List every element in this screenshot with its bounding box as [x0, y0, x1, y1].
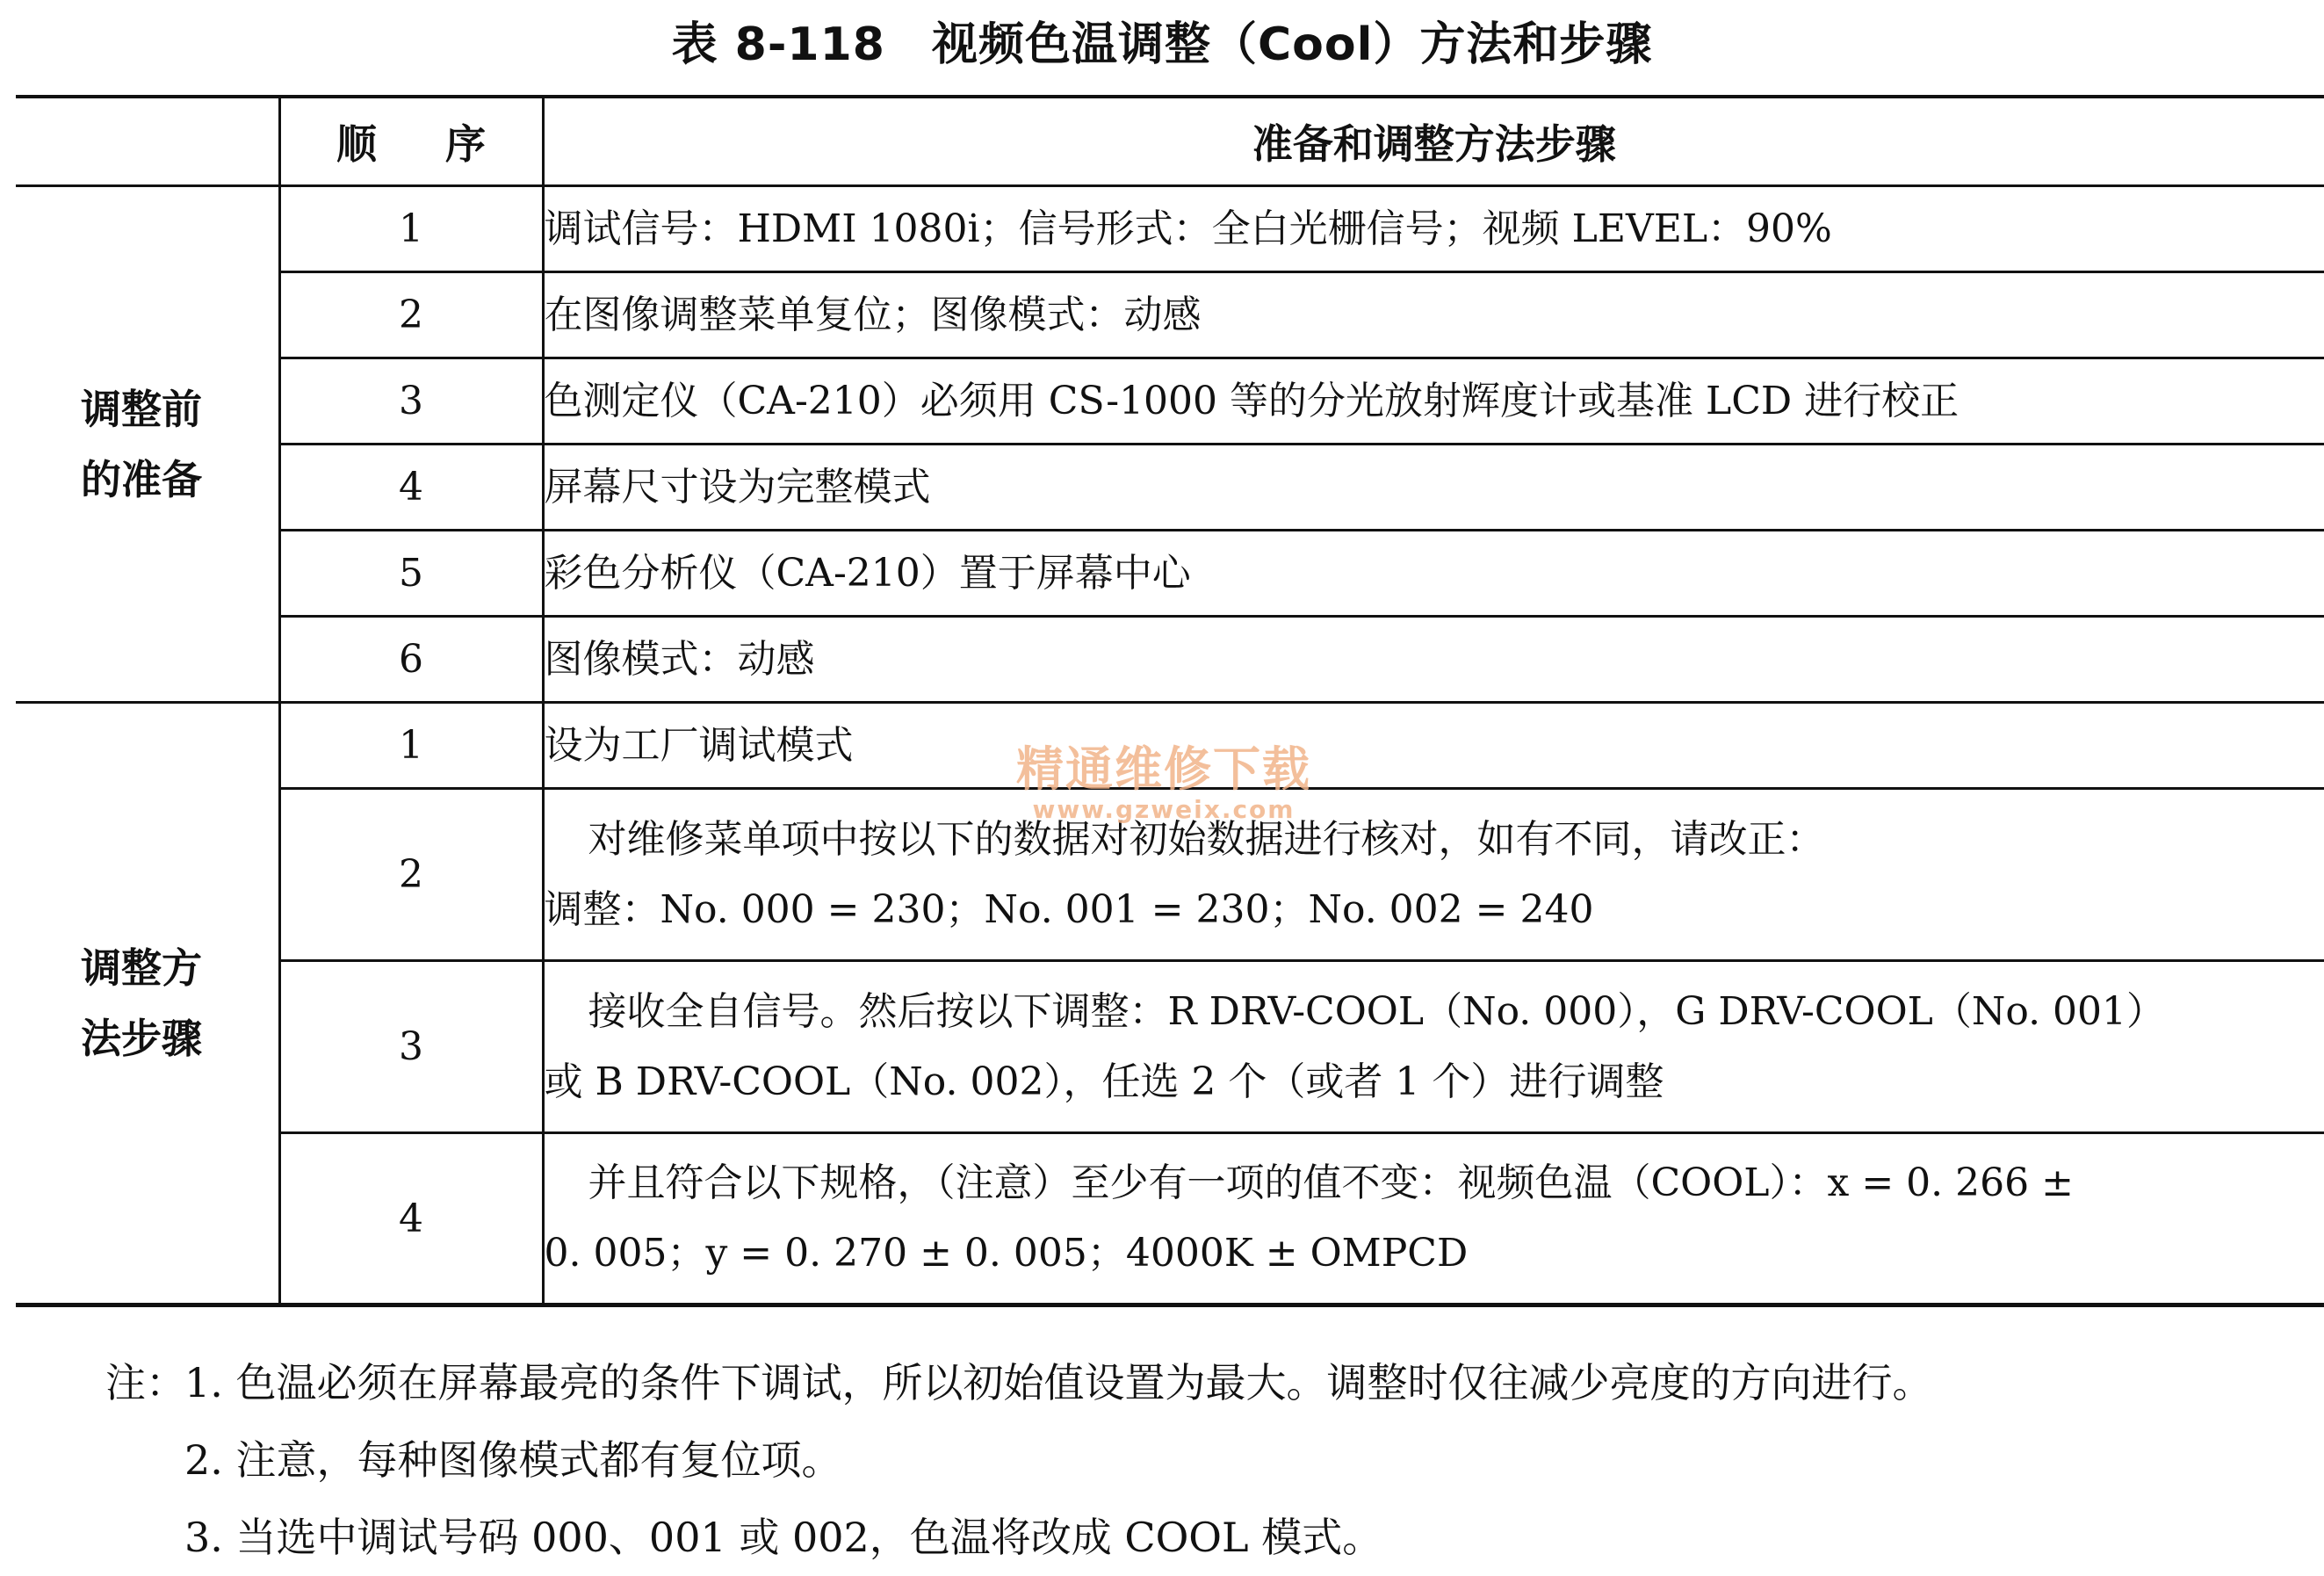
- row-text: 设为工厂调试模式: [543, 703, 2324, 789]
- notes-section: [105, 1344, 2284, 1576]
- table-row: [16, 1133, 2324, 1305]
- row-text: 屏幕尺寸设为完整模式: [543, 445, 2324, 531]
- table-header-row: [16, 97, 2324, 186]
- watermark-url: www.gzweix.com: [1032, 795, 1296, 824]
- row-text: 色测定仪（CA-210）必须用 CS-1000 等的分光放射辉度计或基准 LCD 进行校正: [543, 358, 2324, 445]
- table-row: [16, 272, 2324, 358]
- watermark-text: 精通维修下载: [1016, 741, 1311, 797]
- table-row: [16, 531, 2324, 617]
- header-category: [16, 97, 279, 186]
- row-number: 3: [279, 358, 543, 445]
- table-row: [16, 445, 2324, 531]
- table-title: 表 8-118 视频色温调整（Cool）方法和步骤: [671, 18, 1653, 71]
- note-item: 2. 注意，每种图像模式都有复位项。: [184, 1436, 842, 1484]
- group-label-preparation: 调整前 的准备: [16, 186, 279, 703]
- table-row: [16, 186, 2324, 272]
- procedure-table-container: [16, 95, 2324, 1307]
- row-number: 1: [279, 703, 543, 789]
- row-number: 4: [279, 1133, 543, 1305]
- note-prefix: 注：: [105, 1359, 186, 1406]
- row-text: 接收全自信号。然后按以下调整：R DRV-COOL（No. 000），G DRV-COOL（No. 001） 或 B DRV-COOL（No. 002），任选 2 个（或者 1 个）进行调整: [543, 961, 2324, 1133]
- header-steps: 准备和调整方法步骤: [543, 97, 2324, 186]
- row-text: 调试信号：HDMI 1080i；信号形式：全白光栅信号；视频 LEVEL：90%: [543, 186, 2324, 272]
- row-text: 在图像调整菜单复位；图像模式：动感: [543, 272, 2324, 358]
- note-item: 注：1. 色温必须在屏幕最亮的条件下调试，所以初始值设置为最大。调整时仅往减少亮度的方向进行。: [105, 1344, 2284, 1421]
- row-number: 6: [279, 617, 543, 703]
- row-number: 2: [279, 789, 543, 961]
- row-text: 对维修菜单项中按以下的数据对初始数据进行核对，如有不同，请改正： 调整：No. 000 = 230；No. 001 = 230；No. 002 = 240: [543, 789, 2324, 961]
- row-number: 4: [279, 445, 543, 531]
- table-row: [16, 961, 2324, 1133]
- table-row: [16, 358, 2324, 445]
- row-number: 1: [279, 186, 543, 272]
- watermark: [1006, 742, 1322, 823]
- note-item: 3. 当选中调试号码 000、001 或 002，色温将改成 COOL 模式。: [184, 1514, 1383, 1561]
- row-text: 彩色分析仪（CA-210）置于屏幕中心: [543, 531, 2324, 617]
- row-number: 5: [279, 531, 543, 617]
- row-number: 2: [279, 272, 543, 358]
- table-row: [16, 617, 2324, 703]
- group-label-adjustment: 调整方 法步骤: [16, 703, 279, 1305]
- procedure-table: [16, 95, 2324, 1307]
- header-sequence: 顺 序: [279, 97, 543, 186]
- row-text: 并且符合以下规格，（注意）至少有一项的值不变：视频色温（COOL）：x = 0. 266 ± 0. 005；y = 0. 270 ± 0. 005；4000K ± OMPCD: [543, 1133, 2324, 1305]
- row-text: 图像模式：动感: [543, 617, 2324, 703]
- row-number: 3: [279, 961, 543, 1133]
